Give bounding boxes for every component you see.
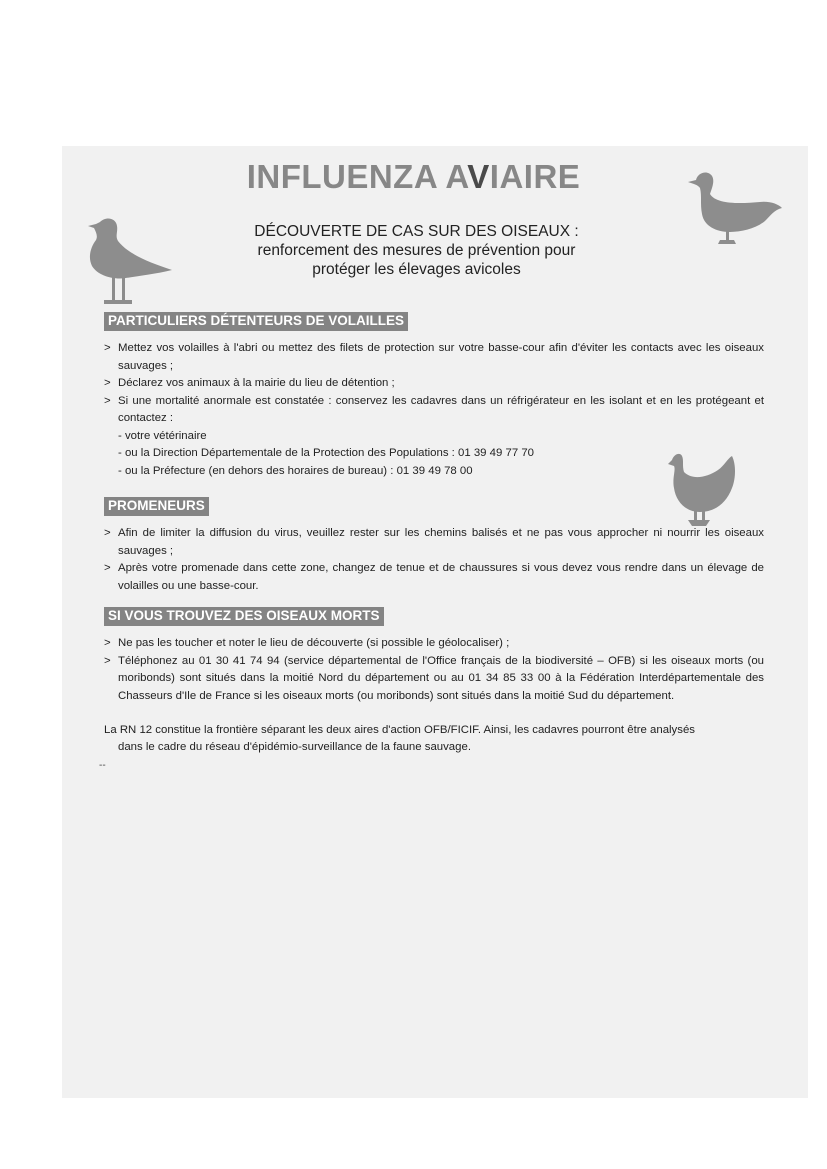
section-particuliers [104, 340, 764, 480]
list-item: > Après votre promenade dans cette zone, changez de tenue et de chaussures si vous devez vous rendre dans un élevage de volailles ou une basse-cour. [104, 562, 764, 592]
section-promeneurs [104, 525, 764, 595]
list-item: > Ne pas les toucher et noter le lieu de découverte (si possible le géolocaliser) ; [104, 637, 510, 649]
contact-vet: - votre vétérinaire [118, 429, 207, 442]
contact-ddpp: - ou la Direction Départementale de la Protection des Populations : 01 39 49 77 70 [118, 447, 535, 459]
subtitle-line-2: renforcement des mesures de prévention pour [257, 242, 576, 259]
trailing-mark: -- [99, 760, 106, 771]
subtitle-line-1: DÉCOUVERTE DE CAS SUR DES OISEAUX : [254, 223, 579, 240]
contact-prefecture: - ou la Préfecture (en dehors des horaires de bureau) : 01 39 49 78 00 [118, 464, 473, 477]
section-heading-promeneurs: PROMENEURS [104, 497, 209, 516]
section-heading-particuliers: PARTICULIERS DÉTENTEURS DE VOLAILLES [104, 312, 408, 331]
list-item: > Mettez vos volailles à l'abri ou mettez des filets de protection sur votre basse-cour afin d'éviter les contacts avec les oiseaux sauvages ; [104, 342, 764, 372]
page-title: INFLUENZA AVIAIRE [246, 158, 581, 195]
seagull-icon [86, 214, 176, 310]
section-heading-oiseaux-morts: SI VOUS TROUVEZ DES OISEAUX MORTS [104, 607, 384, 626]
list-item: > Si une mortalité anormale est constatée : conservez les cadavres dans un réfrigérateur en les isolant et en les protégeant et contactez : [104, 394, 764, 424]
subtitle [200, 222, 633, 279]
duck-icon [686, 170, 786, 248]
list-item: > Déclarez vos animaux à la mairie du lieu de détention ; [104, 377, 395, 389]
list-item: > Afin de limiter la diffusion du virus, veuillez rester sur les chemins balisés et ne pas vous approcher ni nourrir les oiseaux sauvages ; [104, 527, 764, 557]
subtitle-line-3: protéger les élevages avicoles [312, 261, 521, 278]
rn12-note: La RN 12 constitue la frontière séparant les deux aires d'action OFB/FICIF. Ainsi, les cadavres pourront être analysés dans le cadre du réseau d'épidémio-surveillance de la faune sauvage. [104, 724, 695, 753]
list-item: > Téléphonez au 01 30 41 74 94 (service départemental de l'Office français de la biodiversité – OFB) si les oiseaux morts (ou moribonds) sont situés dans la moitié Nord du département ou au 01 34 85 33 00 à la Fédération Interdépartementale des Chasseurs d'Ile de France si les oiseaux morts (ou moribonds) sont situés dans la moitié Sud du département. [104, 654, 764, 702]
section-oiseaux-morts [104, 635, 764, 705]
